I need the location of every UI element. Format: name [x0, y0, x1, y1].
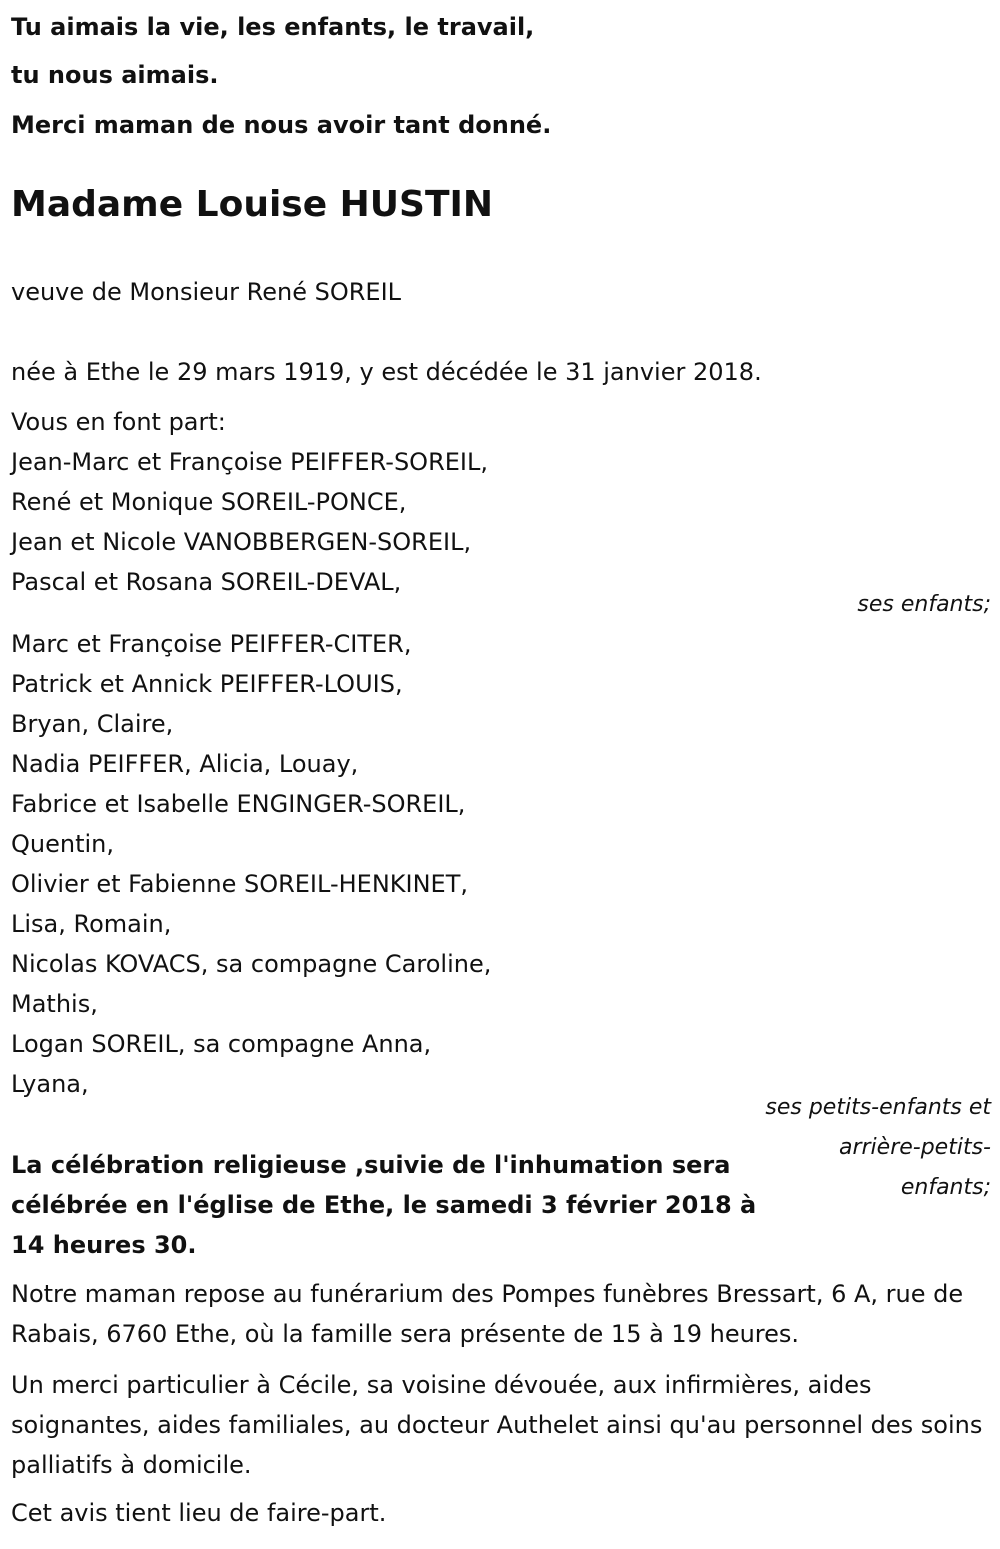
list-item: Patrick et Annick PEIFFER-LOUIS,: [11, 670, 403, 698]
list-item: Jean-Marc et Françoise PEIFFER-SOREIL,: [11, 448, 488, 476]
closing-line: Cet avis tient lieu de faire-part.: [11, 1499, 387, 1527]
announce-intro: Vous en font part:: [11, 408, 226, 436]
grandchildren-label: ses petits-enfants et arrière-petits-enfants;: [765, 1095, 991, 1200]
birth-death-line: née à Ethe le 29 mars 1919, y est décédée le 31 janvier 2018.: [11, 358, 762, 386]
list-item: Jean et Nicole VANOBBERGEN-SOREIL,: [11, 528, 472, 556]
ceremony-details: La célébration religieuse ,suivie de l'inhumation sera célébrée en l'église de Ethe, le samedi 3 février 2018 à 14 heures 30.: [11, 1151, 757, 1259]
grandchildren-list: [11, 624, 491, 1104]
list-item: Nadia PEIFFER, Alicia, Louay,: [11, 750, 359, 778]
spouse-line: veuve de Monsieur René SOREIL: [11, 278, 402, 306]
list-item: Mathis,: [11, 990, 98, 1018]
list-item: René et Monique SOREIL-PONCE,: [11, 488, 407, 516]
rest-place-paragraph: Notre maman repose au funérarium des Pompes funèbres Bressart, 6 A, rue de Rabais, 6760 Ethe, où la famille sera présente de 15 à 19 heures.: [11, 1280, 964, 1348]
children-label: ses enfants;: [857, 592, 991, 617]
epitaph-line-2: tu nous aimais.: [11, 61, 219, 89]
epitaph-line-3: Merci maman de nous avoir tant donné.: [11, 111, 552, 139]
deceased-name: Madame Louise HUSTIN: [11, 184, 494, 225]
list-item: Olivier et Fabienne SOREIL-HENKINET,: [11, 870, 468, 898]
list-item: Pascal et Rosana SOREIL-DEVAL,: [11, 568, 402, 596]
list-item: Marc et Françoise PEIFFER-CITER,: [11, 630, 412, 658]
thanks-paragraph: Un merci particulier à Cécile, sa voisine dévouée, aux infirmières, aides soignantes, aides familiales, au docteur Authelet ainsi qu'au personnel des soins palliatifs à domicile.: [11, 1371, 983, 1479]
list-item: Quentin,: [11, 830, 114, 858]
list-item: Lisa, Romain,: [11, 910, 172, 938]
epitaph-line-1: Tu aimais la vie, les enfants, le travail,: [11, 13, 535, 41]
list-item: Bryan, Claire,: [11, 710, 174, 738]
list-item: Nicolas KOVACS, sa compagne Caroline,: [11, 950, 492, 978]
list-item: Logan SOREIL, sa compagne Anna,: [11, 1030, 432, 1058]
list-item: Fabrice et Isabelle ENGINGER-SOREIL,: [11, 790, 466, 818]
children-list: [11, 442, 488, 602]
list-item: Lyana,: [11, 1070, 89, 1098]
